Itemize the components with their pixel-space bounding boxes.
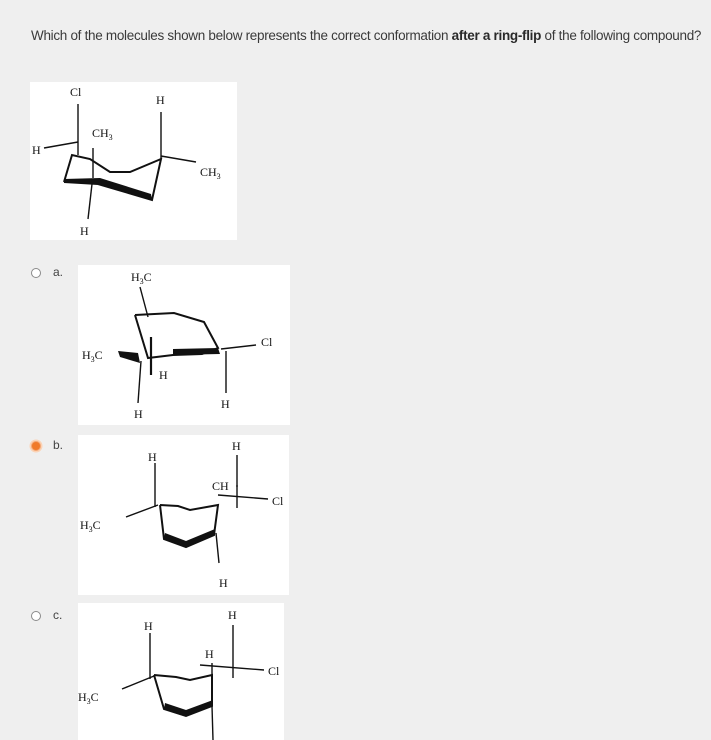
option-c-h-top-left-label: H <box>144 619 153 633</box>
option-a-h3c-left-label: $H_3C$ <box>82 348 103 364</box>
stem-ch3-inner-label: $CH_3$ <box>92 126 113 142</box>
option-b[interactable] <box>31 438 71 455</box>
option-a-image <box>78 265 290 425</box>
stem-h-left-label: H <box>32 143 41 157</box>
option-b-image <box>78 435 289 595</box>
option-a-h-inner-label: H <box>159 368 168 382</box>
option-b-ch-inner-label: CH <box>212 479 229 493</box>
question-emphasis: after a ring-flip <box>451 28 542 43</box>
stem-molecule-structure <box>30 82 237 240</box>
stem-cl-label: Cl <box>70 85 82 99</box>
option-c-cl-label: Cl <box>268 664 280 678</box>
option-b-structure <box>78 435 289 595</box>
question-text <box>31 24 703 47</box>
option-b-h-bottom-label: H <box>219 576 228 590</box>
option-a-radio[interactable] <box>31 268 41 278</box>
option-c-h-top-right-label: H <box>228 608 237 622</box>
stem-h-bottom-label: H <box>80 224 89 238</box>
option-c-h-inner-label: H <box>205 647 214 661</box>
option-c-radio[interactable] <box>31 611 41 621</box>
option-c[interactable] <box>31 608 71 625</box>
option-b-cl-label: Cl <box>272 494 284 508</box>
option-c-h3c-left-label: $H_3C$ <box>78 690 99 706</box>
option-b-label: b. <box>53 438 64 452</box>
question-text-after: of the following compound? <box>541 28 702 43</box>
option-a-label: a. <box>53 265 64 279</box>
option-b-radio[interactable] <box>31 441 41 451</box>
option-c-label: c. <box>53 608 63 622</box>
option-a-cl-label: Cl <box>261 335 273 349</box>
option-c-structure <box>78 603 284 740</box>
stem-molecule-image <box>30 82 237 240</box>
option-a-h-bottom-left-label: H <box>134 407 143 421</box>
question-text-before: Which of the molecules shown below represents the correct conformation <box>31 28 452 43</box>
stem-ch3-right-label: $CH_3$ <box>200 165 221 181</box>
option-a[interactable] <box>31 265 71 282</box>
stem-h-top-label: H <box>156 93 165 107</box>
option-a-structure <box>78 265 290 425</box>
option-b-h3c-left-label: $H_3C$ <box>80 518 101 534</box>
option-a-h-bottom-right-label: H <box>221 397 230 411</box>
option-c-image <box>78 603 284 740</box>
option-b-h-top-right-label: H <box>232 439 241 453</box>
option-a-h3c-top-label: $H_3C$ <box>131 270 152 286</box>
option-b-h-top-left-label: H <box>148 450 157 464</box>
